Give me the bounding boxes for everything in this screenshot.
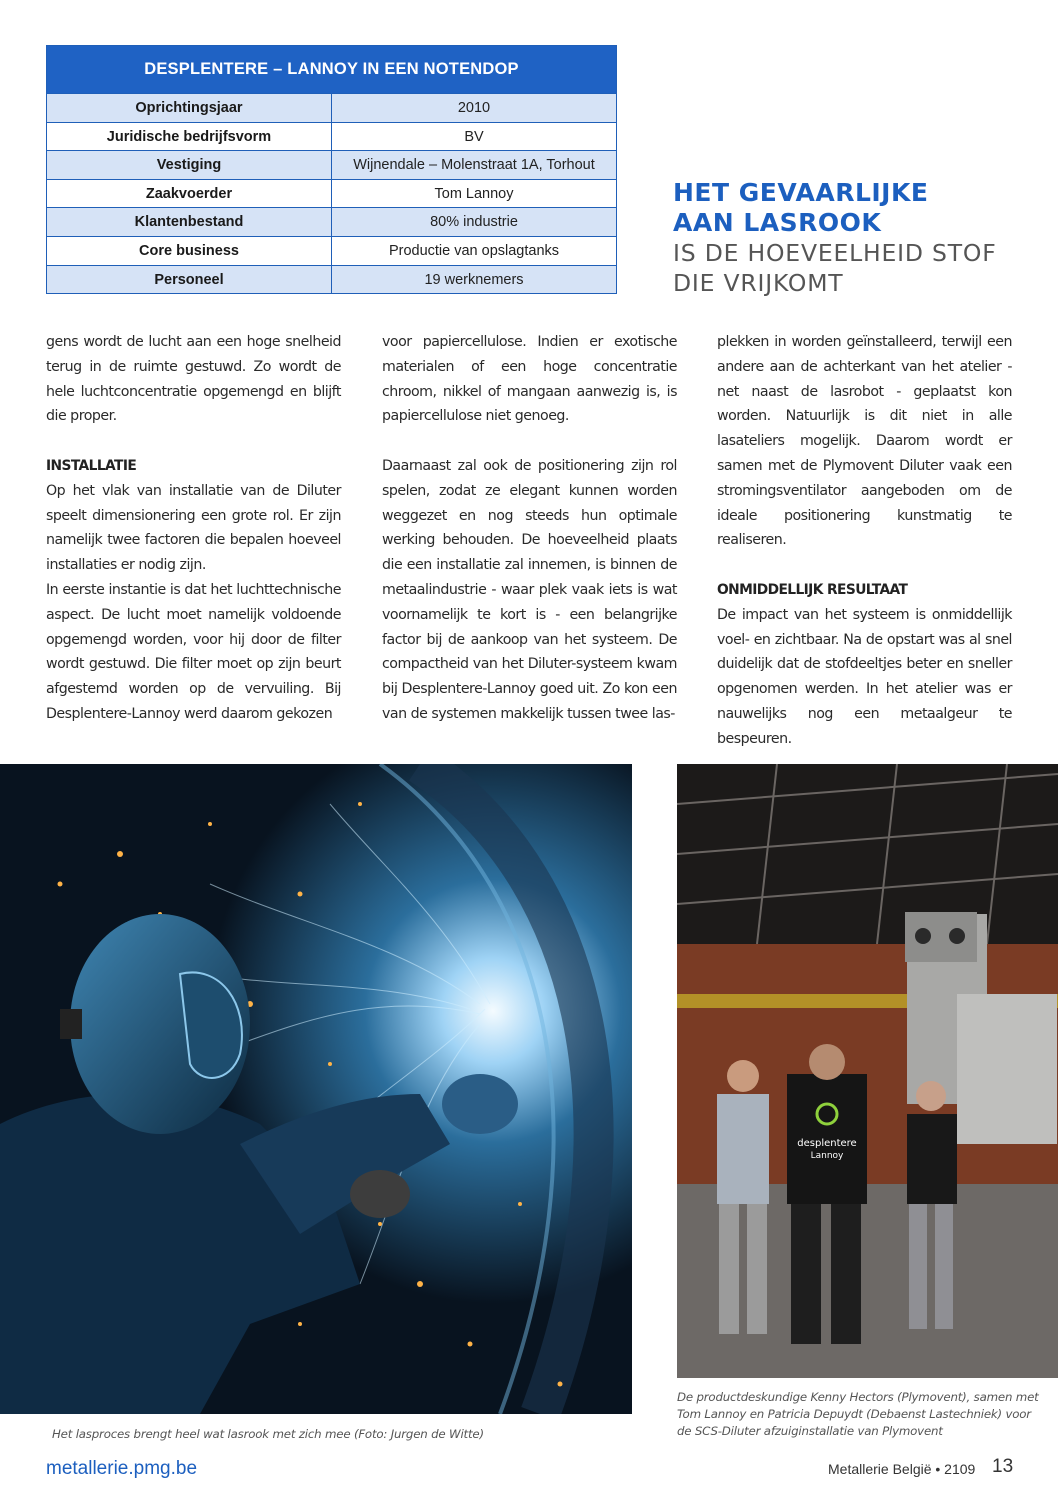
pull-quote-light-line: DIE VRIJKOMT xyxy=(673,269,844,297)
fact-key: Zaakvoerder xyxy=(47,180,332,208)
workshop-photo xyxy=(677,764,1058,1378)
footer-url[interactable]: metallerie.pmg.be xyxy=(46,1458,198,1479)
fact-value: Tom Lannoy xyxy=(434,185,514,202)
fact-value: 80% industrie xyxy=(430,214,518,231)
fact-row xyxy=(47,207,616,236)
paragraph: Daarnaast zal ook de positionering zijn rol spelen, zodat ze elegant kunnen worden weggezet en nog steeds hun optimale werking behouden. De hoeveelheid plaats die een installatie zal innemen, is binnen de metaalindustrie - waar plek vaak iets is wat voornamelijk te kort is - een belangrijke factor bij de aankoop van het systeem. De compactheid van het Diluter-systeem kwam bij Desplentere-Lannoy goed uit. Zo kon een van de systemen makkelijk tussen twee las- xyxy=(382,457,677,722)
section-heading-installatie: INSTALLATIE xyxy=(46,457,137,474)
article-column-2 xyxy=(382,330,677,727)
photo-caption-left: Het lasproces brengt heel wat lasrook met zich mee (Foto: Jurgen de Witte) xyxy=(52,1427,484,1441)
jacket-logo-text: Lannoy xyxy=(810,1151,844,1161)
fact-row xyxy=(47,93,616,122)
fact-value: 19 werknemers xyxy=(424,271,524,288)
fact-key: Vestiging xyxy=(47,151,332,179)
paragraph: gens wordt de lucht aan een hoge snelheid terug in de ruimte gestuwd. Zo wordt de hele luchtconcentratie opgemengd en blijft die proper. xyxy=(46,334,341,425)
fact-value: Wijnendale – Molenstraat 1A, Torhout xyxy=(353,157,595,174)
fact-row xyxy=(47,150,616,179)
pull-quote-bold-line: HET GEVAARLIJKE xyxy=(673,178,929,207)
pull-quote-bold-line: AAN LASROOK xyxy=(673,208,882,237)
article-column-1 xyxy=(46,330,341,727)
fact-key: Klantenbestand xyxy=(47,208,332,236)
paragraph: Op het vlak van installatie van de Diluter speelt dimensionering een grote rol. Er zijn namelijk twee factoren die bepalen hoeveel installaties er nodig zijn. xyxy=(46,482,341,574)
fact-row xyxy=(47,122,616,151)
pull-quote xyxy=(673,178,1033,298)
fact-row xyxy=(47,236,616,265)
fact-key: Juridische bedrijfsvorm xyxy=(47,123,332,151)
fact-key: Oprichtingsjaar xyxy=(47,94,332,122)
fact-key: Personeel xyxy=(47,266,332,294)
fact-value: Productie van opslagtanks xyxy=(388,242,560,259)
footer-magazine: Metallerie België • 2109 xyxy=(828,1461,976,1477)
fact-row xyxy=(47,265,616,294)
paragraph: De impact van het systeem is onmiddellijk voel- en zichtbaar. Na de opstart was al snel duidelijk dat de stofdeeltjes beter en sneller opgenomen werden. In het atelier was er nauwelijks nog een metaalgeur te bespeuren. xyxy=(717,606,1012,747)
photo-caption-right: De productdeskundige Kenny Hectors (Plymovent), samen met Tom Lannoy en Patricia Depuydt (Debaenst Lastechniek) voor de SCS-Diluter afzuiginstallatie van Plymovent xyxy=(677,1390,1039,1438)
article-column-3 xyxy=(717,330,1012,752)
jacket-logo-text: desplentere xyxy=(797,1138,857,1149)
pull-quote-light-line: IS DE HOEVEELHEID STOF xyxy=(673,239,997,267)
fact-row xyxy=(47,179,616,208)
welding-photo xyxy=(0,764,632,1414)
paragraph: In eerste instantie is dat het luchttechnische aspect. De lucht moet namelijk voldoende opgemengd worden, voor hij door de filter wordt gestuwd. Die filter moet op zijn beurt afgestemd worden op de vervuiling. Bij Desplentere-Lannoy werd daarom gekozen xyxy=(46,581,341,722)
paragraph: voor papiercellulose. Indien er exotische materialen of een hoge concentratie chroom, nikkel of mangaan aanwezig is, is papiercellulose niet genoeg. xyxy=(382,334,677,425)
fact-table xyxy=(46,45,617,294)
section-heading-resultaat: ONMIDDELLIJK RESULTAAT xyxy=(717,581,908,598)
fact-value: BV xyxy=(464,128,484,145)
fact-key: Core business xyxy=(47,237,332,265)
fact-table-title: DESPLENTERE – LANNOY IN EEN NOTENDOP xyxy=(47,46,616,93)
fact-value: 2010 xyxy=(457,100,491,116)
page-number: 13 xyxy=(992,1456,1014,1477)
paragraph: plekken in worden geïnstalleerd, terwijl een andere aan de achterkant van het atelier - net naast de lasrobot - geplaatst kon worden. Natuurlijk is dit niet in alle lasateliers mogelijk. Daarom wordt er samen met de Plymovent Diluter vaak een stromingsventilator aangeboden om de ideale positionering kunstmatig te realiseren. xyxy=(717,334,1012,549)
